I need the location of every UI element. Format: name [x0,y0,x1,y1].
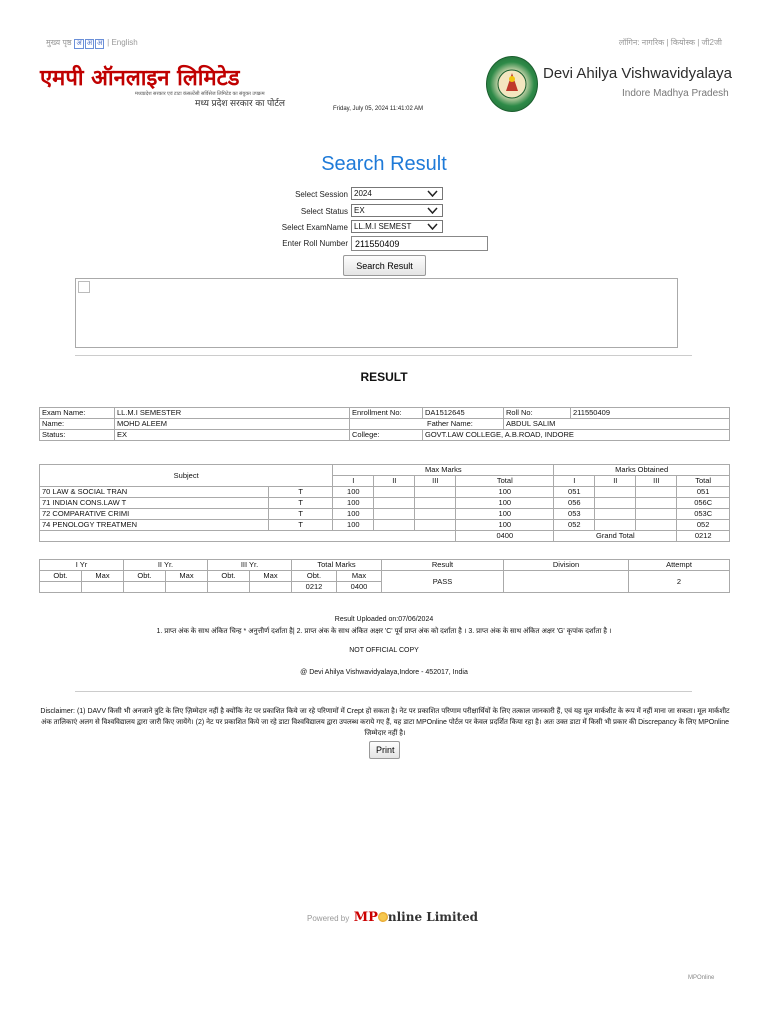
university-location: Indore Madhya Pradesh [622,88,729,99]
type-cell: T [269,509,333,520]
disclaimer: Disclaimer: (1) DAVV किसी भी अनजाने त्रुटि के लिए ज़िम्मेदार नहीं है क्योंकि नेट पर प्रकाशित किये जा रहे परिणामों में Crept हो सकता है। नेट पर प्रकाशित परिणाम परीक्षार्थियों के लिए तत्काल जानकारी हैं, एवं यह मूल मार्कशीट के रूप में नहीं माना जा सकता। मूल मार्कशीट अंक तालिकाएं अलग से विश्वविद्यालय द्वारा जारी किए जायेंगे। (2) नेट पर प्रकाशित किये जा रहे डाटा विश्वविद्यालय द्वारा उपलब्ध कराये गए हैं, यह डाटा MPOnline पोर्टल पर केवल प्रदर्शित किया रहा है। अतः उक्त डाटा में किसी भी प्रकार की Discrepancy के लिए MPOnline जिम्मेदार नहीं है। [40,708,730,737]
result-banner-frame [75,278,678,348]
subject-cell: 74 PENOLOGY TREATMEN [40,520,269,531]
max-i-cell: 100 [333,487,374,498]
info-value: LL.M.I SEMESTER [115,408,350,419]
info-value: EX [115,430,350,441]
attempt-header: Attempt [629,560,730,571]
subject-header: Subject [40,465,333,487]
status-label: Select Status [300,207,348,216]
yr2-header: II Yr. [124,560,208,571]
info-value: 211550409 [571,408,730,419]
attempt-value: 2 [629,571,730,593]
english-link[interactable]: | English [107,38,138,47]
max-header: Max [82,571,124,582]
total-marks-header: Total Marks [292,560,382,571]
info-label: Roll No: [504,408,571,419]
division-value [504,571,629,593]
font-size-medium-button[interactable]: अ [86,40,93,47]
col-header: II [595,476,636,487]
result-notes: 1. प्राप्त अंक के साथ अंकित चिन्ह * अनुत्तीर्ण दर्शाता है| 2. प्राप्त अंक के साथ अंकित अक्षर 'C' पूर्व प्राप्त अंक को दर्शाता है । 3. प्राप्त अंक के साथ अंकित अक्षर 'G' कृपांक दर्शाता है । [156,628,612,635]
col-header: Total [456,476,554,487]
obt-header: Obt. [40,571,82,582]
roll-number-input[interactable] [351,236,488,251]
result-uploaded: Result Uploaded on:07/06/2024 [334,616,434,623]
obt-total-cell: 052 [677,520,730,531]
table-row [40,498,730,509]
info-value: GOVT.LAW COLLEGE, A.B.ROAD, INDORE [423,430,730,441]
max-header: Max [166,571,208,582]
col-header: III [415,476,456,487]
table-row [40,487,730,498]
info-label: Status: [40,430,115,441]
marks-obtained-header: Marks Obtained [554,465,730,476]
university-emblem-icon [486,56,538,112]
info-value: MOHD ALEEM [115,419,350,430]
copyright: @ Devi Ahilya Vishwavidyalaya,Indore - 452017, India [300,669,468,676]
powered-online-text: nline Limited [387,910,479,924]
footer-corner-text: MPOnline [688,975,715,981]
top-bar-left [46,37,138,49]
powered-by-logo[interactable] [307,908,478,926]
col-header: I [333,476,374,487]
session-select[interactable] [351,187,443,200]
total-obt-cell: 0212 [292,582,337,593]
info-value: ABDUL SALIM [504,419,730,430]
info-label: Enrollment No: [350,408,423,419]
total-max-cell: 0400 [337,582,382,593]
marks-table [39,464,730,542]
subject-cell: 71 INDIAN CONS.LAW T [40,498,269,509]
home-link[interactable]: मुख्य पृष्ठ [46,38,72,47]
result-value: PASS [382,571,504,593]
col-header: II [374,476,415,487]
obt-header: Obt. [124,571,166,582]
info-label: College: [350,430,423,441]
max-total-cell: 100 [456,509,554,520]
subject-cell: 72 COMPARATIVE CRIMI [40,509,269,520]
max-marks-header: Max Marks [333,465,554,476]
mponline-logo[interactable] [40,62,300,108]
exam-name-value: LL.M.I SEMEST [354,222,412,231]
type-cell: T [269,520,333,531]
table-row [40,520,730,531]
yr3-header: III Yr. [208,560,292,571]
chevron-down-icon [427,223,438,230]
totals-row [40,531,730,542]
login-links[interactable]: लॉगिन: नागरिक | कियोस्क | जी2जी [618,38,722,47]
exam-name-select[interactable] [351,220,443,233]
max-header: Max [250,571,292,582]
status-value: EX [354,206,365,215]
info-label: Name: [40,419,115,430]
mponline-logo-tagline: मध्यप्रदेश सरकार एवं टाटा कंसल्टेंसी सर्विसेज लिमिटेड का संयुक्त उपक्रम [135,91,265,97]
obt-i-cell: 051 [554,487,595,498]
max-total-cell: 100 [456,487,554,498]
type-cell: T [269,498,333,509]
yr1-header: I Yr [40,560,124,571]
font-size-large-button[interactable]: अ [97,40,103,47]
divider [75,691,692,692]
summary-table [39,559,730,593]
student-info-table [39,407,730,441]
obt-header: Obt. [208,571,250,582]
max-i-cell: 100 [333,509,374,520]
division-header: Division [504,560,629,571]
max-i-cell: 100 [333,520,374,531]
divider [75,355,692,356]
obt-i-cell: 053 [554,509,595,520]
grand-total-label: Grand Total [554,531,677,542]
chevron-down-icon [427,207,438,214]
broken-image-icon [78,281,90,293]
exam-name-label: Select ExamName [281,223,348,232]
col-header: Total [677,476,730,487]
type-cell: T [269,487,333,498]
roll-number-label: Enter Roll Number [282,239,348,248]
result-heading: RESULT [360,370,408,384]
col-header: III [636,476,677,487]
max-i-cell: 100 [333,498,374,509]
chevron-down-icon [427,190,438,197]
info-label: Exam Name: [40,408,115,419]
info-value: DA1512645 [423,408,504,419]
page-title: Search Result [321,153,447,175]
session-value: 2024 [354,189,372,198]
powered-by-text: Powered by [307,914,350,923]
obt-total-cell: 056C [677,498,730,509]
max-total-cell: 100 [456,520,554,531]
col-header: I [554,476,595,487]
mponline-logo-subtitle: मध्य प्रदेश सरकार का पोर्टल [195,98,286,108]
max-sum-cell: 0400 [456,531,554,542]
mponline-o-icon [378,912,388,922]
obt-total-cell: 053C [677,509,730,520]
result-header: Result [382,560,504,571]
obt-total-cell: 051 [677,487,730,498]
info-label: Father Name: [350,419,504,430]
mponline-logo-title: एमपी ऑनलाइन लिमिटेड [40,66,240,91]
obt-i-cell: 052 [554,520,595,531]
obt-i-cell: 056 [554,498,595,509]
top-bar [46,37,722,49]
grand-total-cell: 0212 [677,531,730,542]
search-result-button[interactable]: Search Result [343,255,426,276]
max-header: Max [337,571,382,582]
session-label: Select Session [295,190,348,199]
font-size-small-button[interactable]: अ [76,40,82,47]
current-datetime: Friday, July 05, 2024 11:41:02 AM [333,106,424,112]
powered-mp-text: MP [353,910,378,925]
subject-cell: 70 LAW & SOCIAL TRAN [40,487,269,498]
not-official-copy: NOT OFFICIAL COPY [349,647,419,654]
obt-header: Obt. [292,571,337,582]
status-select[interactable] [351,204,443,217]
print-button[interactable]: Print [369,741,400,759]
university-name: Devi Ahilya Vishwavidyalaya [543,65,732,82]
max-total-cell: 100 [456,498,554,509]
table-row [40,509,730,520]
